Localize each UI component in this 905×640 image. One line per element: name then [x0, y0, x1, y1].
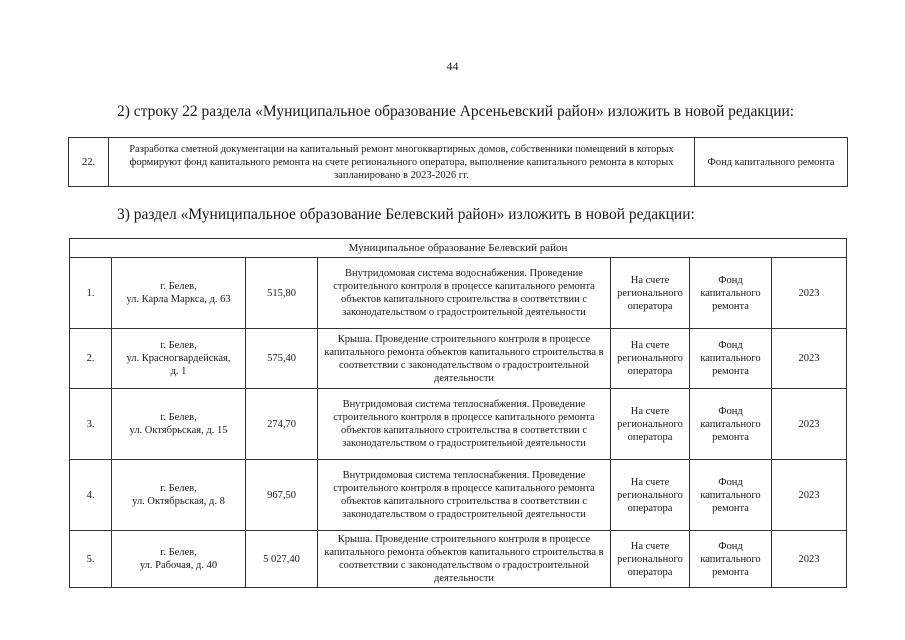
row-number-cell: 4. [70, 460, 112, 531]
account-cell: На счете регионального оператора [611, 258, 690, 329]
address-cell [112, 389, 246, 460]
area-cell: 575,40 [246, 329, 318, 389]
year-cell: 2023 [772, 460, 847, 531]
address-cell [112, 460, 246, 531]
account-cell: На счете регионального оператора [611, 460, 690, 531]
address-cell [112, 329, 246, 389]
area-cell: 967,50 [246, 460, 318, 531]
address-line: г. Белев, [160, 483, 197, 494]
work-description-cell: Крыша. Проведение строительного контроля в процессе капитального ремонта объектов капитального строительства в соответствии с законодательством о градостроительной деятельности [318, 531, 611, 588]
row-number-cell: 5. [70, 531, 112, 588]
year-cell: 2023 [772, 329, 847, 389]
funding-source-cell: Фонд капитального ремонта [690, 329, 772, 389]
amendment-heading-row-22: 2) строку 22 раздела «Муниципальное образование Арсеньевский район» изложить в новой редакции: [117, 103, 795, 120]
area-cell: 5 027,40 [246, 531, 318, 588]
address-line: д. 1 [170, 366, 187, 377]
area-cell: 274,70 [246, 389, 318, 460]
page-number: 44 [446, 59, 459, 73]
account-cell: На счете регионального оператора [611, 531, 690, 588]
address-line: г. Белев, [160, 281, 197, 292]
table-row [70, 460, 847, 531]
row-number-cell: 22. [69, 138, 109, 187]
table-row [70, 389, 847, 460]
address-line: ул. Рабочая, д. 40 [139, 560, 218, 571]
address-line: ул. Красногвардейская, [126, 353, 231, 364]
account-cell: На счете регионального оператора [611, 329, 690, 389]
funding-source-cell: Фонд капитального ремонта [690, 531, 772, 588]
funding-source-cell: Фонд капитального ремонта [690, 258, 772, 329]
area-cell: 515,80 [246, 258, 318, 329]
address-line: г. Белев, [160, 412, 197, 423]
funding-source-cell: Фонд капитального ремонта [695, 138, 848, 187]
table-row [69, 138, 848, 187]
address-line: ул. Карла Маркса, д. 63 [126, 294, 231, 305]
address-line: ул. Октябрьская, д. 8 [132, 496, 225, 507]
work-description-cell: Внутридомовая система водоснабжения. Проведение строительного контроля в процессе капитального ремонта объектов капитального строительства в соответствии с законодательством о градостроительной деятельности [318, 258, 611, 329]
row-number-cell: 1. [70, 258, 112, 329]
work-description-cell: Внутридомовая система теплоснабжения. Проведение строительного контроля в процессе капитального ремонта объектов капитального строительства в соответствии с законодательством о градостроительной деятельности [318, 460, 611, 531]
table-row [70, 258, 847, 329]
address-line: г. Белев, [160, 340, 197, 351]
address-line: г. Белев, [160, 547, 197, 558]
funding-source-cell: Фонд капитального ремонта [690, 389, 772, 460]
funding-source-cell: Фонд капитального ремонта [690, 460, 772, 531]
row-22-table [68, 137, 848, 187]
table-row [70, 329, 847, 389]
row-number-cell: 3. [70, 389, 112, 460]
table-row [70, 531, 847, 588]
work-description-cell: Крыша. Проведение строительного контроля в процессе капитального ремонта объектов капитального строительства в соответствии с законодательством о градостроительной деятельности [318, 329, 611, 389]
work-description-cell: Внутридомовая система теплоснабжения. Проведение строительного контроля в процессе капитального ремонта объектов капитального строительства в соответствии с законодательством о градостроительной деятельности [318, 389, 611, 460]
address-cell [112, 531, 246, 588]
year-cell: 2023 [772, 389, 847, 460]
year-cell: 2023 [772, 531, 847, 588]
work-description-cell: Разработка сметной документации на капитальный ремонт многоквартирных домов, собственники помещений в которых формируют фонд капитального ремонта на счете регионального оператора, выполнение капитального ремонта в которых запланировано в 2023-2026 гг. [109, 138, 695, 187]
section-title-cell: Муниципальное образование Белевский район [70, 239, 847, 258]
year-cell: 2023 [772, 258, 847, 329]
address-line: ул. Октябрьская, д. 15 [129, 425, 228, 436]
amendment-heading-belev: 3) раздел «Муниципальное образование Белевский район» изложить в новой редакции: [117, 206, 695, 223]
belev-district-table [69, 238, 847, 588]
address-cell [112, 258, 246, 329]
row-number-cell: 2. [70, 329, 112, 389]
account-cell: На счете регионального оператора [611, 389, 690, 460]
